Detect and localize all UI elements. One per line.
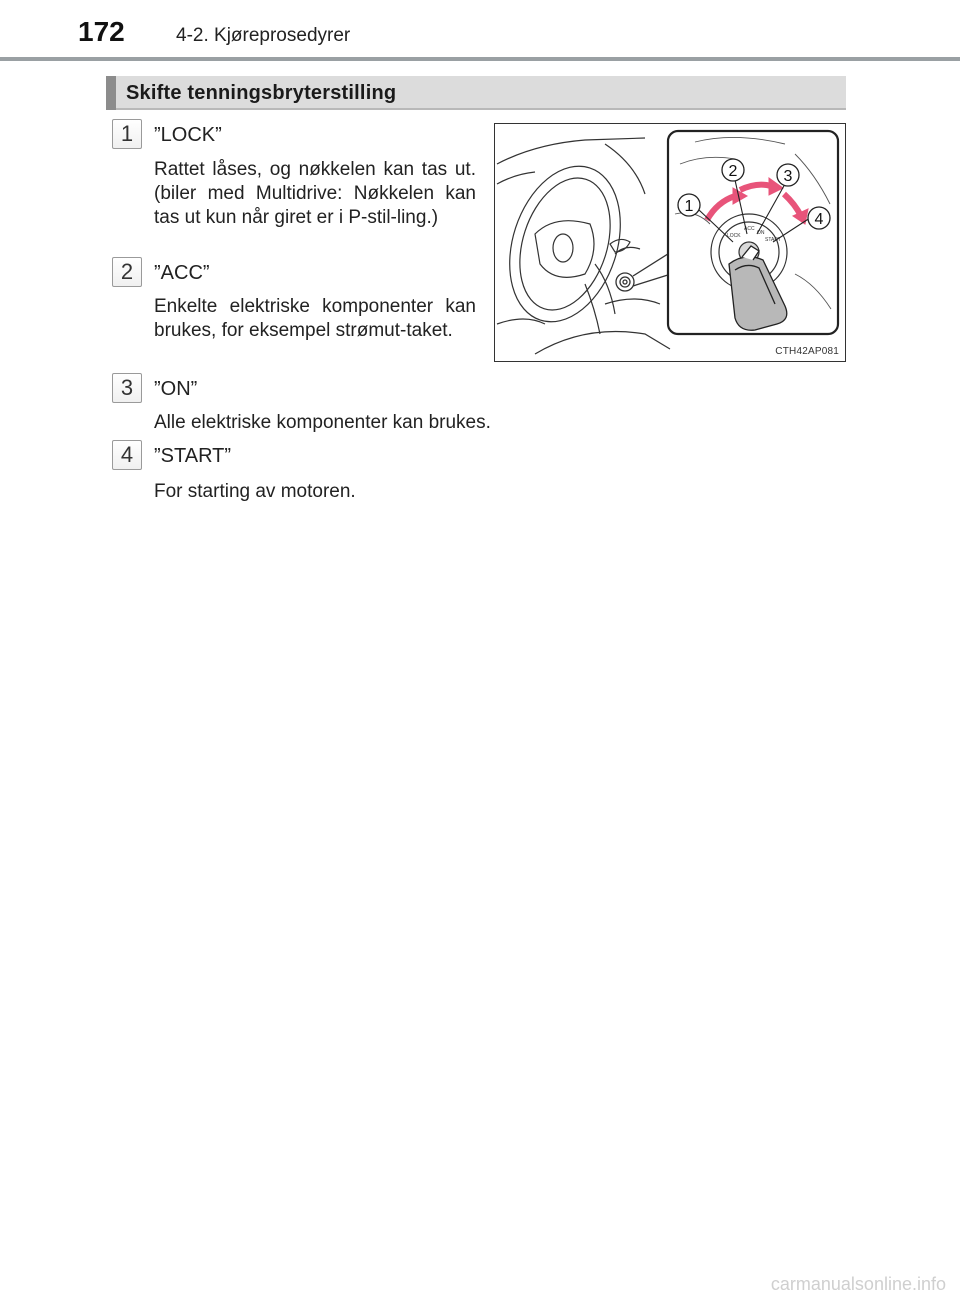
item-description-acc: Enkelte elektriske komponenter kan brukes, for eksempel strømut-taket. <box>154 296 476 341</box>
section-heading <box>106 76 846 110</box>
page-number: 172 <box>78 16 125 47</box>
svg-text:ON: ON <box>757 230 765 236</box>
item-label-on: ”ON” <box>154 378 198 400</box>
svg-text:START: START <box>765 237 781 243</box>
ignition-illustration-drawing <box>495 124 844 360</box>
item-label-acc: ”ACC” <box>154 262 210 284</box>
item-number-1: 1 <box>112 119 142 149</box>
item-description-on: Alle elektriske komponenter kan brukes. <box>154 412 491 433</box>
section-title: Skifte tenningsbryterstilling <box>126 82 397 104</box>
item-description-lock: Rattet låses, og nøkkelen kan tas ut. (biler med Multidrive: Nøkkelen kan tas ut kun når giret er i P-stil-ling.) <box>154 159 476 228</box>
callout-2: 2 <box>728 163 738 180</box>
item-label-lock: ”LOCK” <box>154 124 222 146</box>
chapter-title: 4-2. Kjøreprosedyrer <box>176 25 351 46</box>
figure-code: CTH42AP081 <box>775 346 839 357</box>
section-heading-bar <box>106 76 116 110</box>
ignition-illustration <box>494 123 846 362</box>
svg-text:LOCK: LOCK <box>727 233 741 239</box>
item-description-start: For starting av motoren. <box>154 481 356 502</box>
callout-4: 4 <box>814 211 824 228</box>
footer-watermark: carmanualsonline.info <box>770 1274 946 1294</box>
item-number-4: 4 <box>112 440 142 470</box>
svg-text:ACC: ACC <box>744 226 755 232</box>
header-rule <box>0 57 960 61</box>
item-label-start: ”START” <box>154 445 232 467</box>
callout-1: 1 <box>684 198 694 215</box>
item-number-3: 3 <box>112 373 142 403</box>
callout-3: 3 <box>783 168 793 185</box>
item-number-2: 2 <box>112 257 142 287</box>
